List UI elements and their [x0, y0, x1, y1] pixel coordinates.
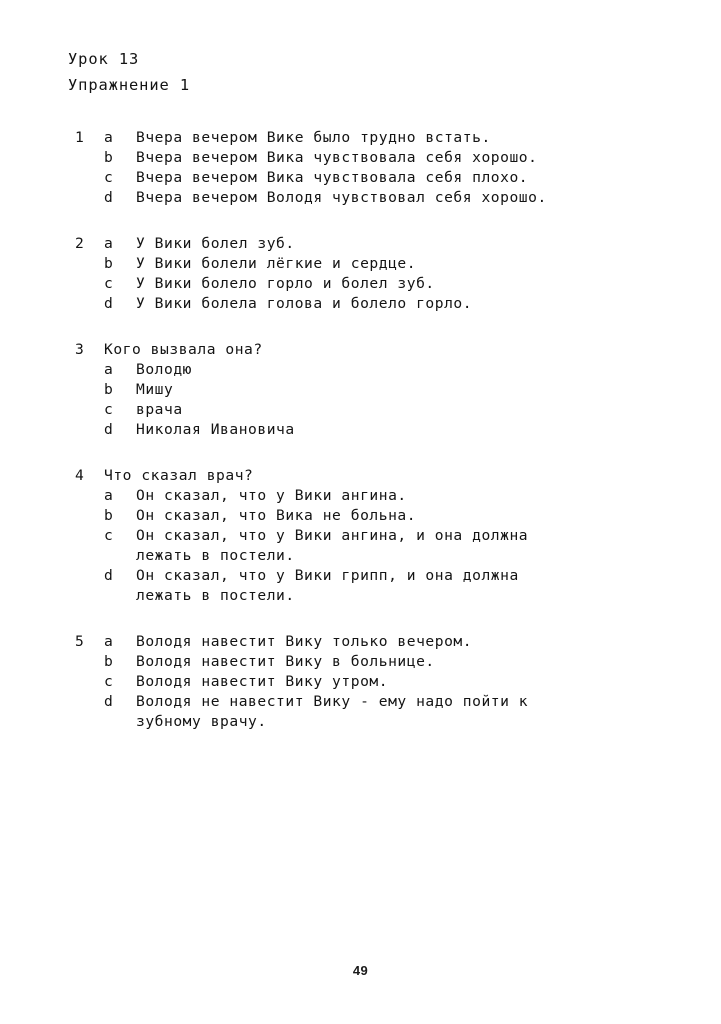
- option-row: [0, 566, 721, 586]
- option-row: [0, 652, 721, 672]
- option-row: [0, 380, 721, 400]
- question-number: 4: [75, 467, 85, 484]
- question-number: 2: [75, 235, 85, 252]
- option-letter: d: [104, 189, 114, 206]
- option-text: У Вики болели лёгкие и сердце.: [136, 255, 417, 272]
- option-letter: c: [104, 401, 114, 418]
- page-number: 49: [352, 963, 369, 978]
- option-letter: d: [104, 567, 114, 584]
- option-letter: d: [104, 693, 114, 710]
- question-stem-text: Кого вызвала она?: [104, 341, 263, 358]
- option-letter: a: [104, 361, 114, 378]
- option-text: У Вики болел зуб.: [136, 235, 295, 252]
- option-text: Он сказал, что у Вики ангина.: [136, 487, 407, 504]
- option-text: Володя навестит Вику утром.: [136, 673, 389, 690]
- option-row: [0, 128, 721, 148]
- option-text: Володя навестит Вику только вечером.: [136, 633, 473, 650]
- option-letter: b: [104, 507, 114, 524]
- option-row: [0, 148, 721, 168]
- option-text: Володю: [136, 361, 193, 378]
- option-row: [0, 420, 721, 440]
- question-block: [0, 340, 721, 440]
- option-text: Вчера вечером Вика чувствовала себя плохо.: [136, 169, 529, 186]
- option-letter: c: [104, 275, 114, 292]
- option-letter: c: [104, 527, 114, 544]
- question-block: [0, 234, 721, 314]
- option-row: [0, 360, 721, 380]
- option-text: Он сказал, что у Вики грипп, и она должна: [136, 567, 519, 584]
- option-text: У Вики болело горло и болел зуб.: [136, 275, 435, 292]
- option-row: [0, 188, 721, 208]
- option-text: Николая Ивановича: [136, 421, 295, 438]
- page-header: [68, 46, 668, 98]
- option-letter: c: [104, 169, 114, 186]
- question-stem-text: Что сказал врач?: [104, 467, 254, 484]
- question-stem-row: [0, 466, 721, 486]
- option-letter: a: [104, 235, 114, 252]
- option-text: Вчера вечером Володя чувствовал себя хорошо.: [136, 189, 547, 206]
- question-stem-row: [0, 340, 721, 360]
- option-letter: a: [104, 633, 114, 650]
- option-letter: b: [104, 149, 114, 166]
- option-row: [0, 294, 721, 314]
- option-text: врача: [136, 401, 183, 418]
- option-text: Вчера вечером Вике было трудно встать.: [136, 129, 491, 146]
- option-letter: c: [104, 673, 114, 690]
- option-row: [0, 692, 721, 712]
- option-text: У Вики болела голова и болело горло.: [136, 295, 473, 312]
- option-text: лежать в постели.: [136, 587, 295, 604]
- option-row: [0, 506, 721, 526]
- option-text: зубному врачу.: [136, 713, 267, 730]
- option-text: Володя навестит Вику в больнице.: [136, 653, 435, 670]
- lesson-heading: Урок 13: [68, 50, 140, 68]
- option-row: [0, 672, 721, 692]
- option-text: Володя не навестит Вику - ему надо пойти к: [136, 693, 529, 710]
- option-letter: d: [104, 421, 114, 438]
- question-number: 3: [75, 341, 85, 358]
- option-row: [0, 274, 721, 294]
- question-number: 5: [75, 633, 85, 650]
- question-block: [0, 632, 721, 732]
- option-continuation-row: [0, 546, 721, 566]
- option-row: [0, 234, 721, 254]
- option-text: Он сказал, что у Вики ангина, и она должна: [136, 527, 529, 544]
- exercise-heading: Упражнение 1: [68, 76, 190, 94]
- question-block: [0, 466, 721, 606]
- option-text: Он сказал, что Вика не больна.: [136, 507, 417, 524]
- option-letter: a: [104, 129, 114, 146]
- option-letter: b: [104, 653, 114, 670]
- option-text: лежать в постели.: [136, 547, 295, 564]
- option-continuation-row: [0, 712, 721, 732]
- option-text: Мишу: [136, 381, 174, 398]
- option-letter: b: [104, 381, 114, 398]
- option-row: [0, 168, 721, 188]
- option-letter: a: [104, 487, 114, 504]
- option-text: Вчера вечером Вика чувствовала себя хорошо.: [136, 149, 538, 166]
- option-row: [0, 526, 721, 546]
- option-continuation-row: [0, 586, 721, 606]
- exercise-question-list: [0, 128, 721, 758]
- option-row: [0, 486, 721, 506]
- option-row: [0, 400, 721, 420]
- option-letter: b: [104, 255, 114, 272]
- question-number: 1: [75, 129, 85, 146]
- option-row: [0, 632, 721, 652]
- question-block: [0, 128, 721, 208]
- option-letter: d: [104, 295, 114, 312]
- option-row: [0, 254, 721, 274]
